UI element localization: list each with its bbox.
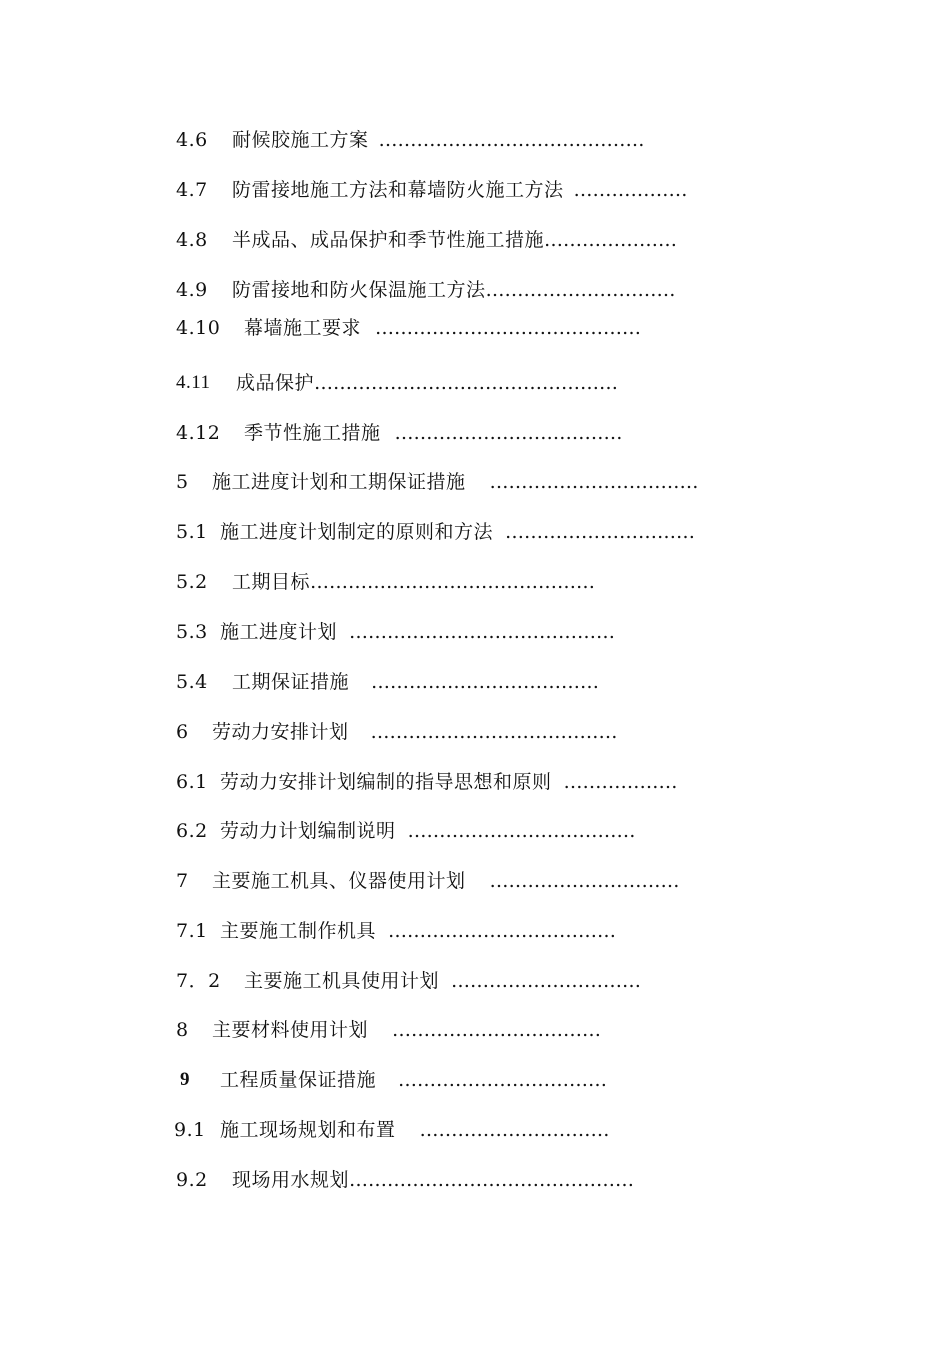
toc-entry-number: 7．2	[176, 970, 221, 992]
toc-entry-title: 工期保证措施	[232, 671, 350, 693]
toc-entry-number: 4.8	[176, 229, 208, 251]
toc-entry-title: 防雷接地和防火保温施工方法	[232, 279, 486, 301]
toc-entry-title: 幕墙施工要求	[244, 317, 362, 339]
toc-dot-leader: ……………………………………	[378, 129, 645, 151]
toc-entry-number: 8	[176, 1019, 189, 1041]
toc-entry-title: 半成品、成品保护和季节性施工措施	[232, 229, 545, 251]
toc-dot-leader: ………………………………	[388, 920, 617, 942]
toc-entry-8	[176, 1013, 724, 1047]
toc-dot-leader: ………………………………	[394, 422, 623, 444]
toc-dot-leader: …………………………	[485, 279, 676, 301]
toc-entry-number: 5	[176, 471, 189, 493]
toc-entry-title: 主要施工机具、仪器使用计划	[212, 870, 466, 892]
toc-entry-5	[176, 465, 710, 499]
toc-entry-number: 9.1	[174, 1119, 206, 1141]
toc-entry-number: 4.12	[176, 422, 221, 444]
toc-entry-number: 5.3	[176, 621, 208, 643]
toc-entry-title: 主要材料使用计划	[212, 1019, 369, 1041]
toc-entry-5-1	[176, 515, 703, 549]
toc-entry-title: 主要施工机具使用计划	[244, 970, 440, 992]
toc-entry-title: 耐候胶施工方案	[232, 129, 369, 151]
toc-entry-title: 成品保护	[236, 372, 315, 394]
toc-entry-title: 现场用水规划	[232, 1169, 350, 1191]
toc-dot-leader: …………………………………………	[314, 372, 619, 394]
toc-entry-title: 劳动力计划编制说明	[220, 820, 396, 842]
toc-entry-title: 季节性施工措施	[244, 422, 381, 444]
toc-entry-number: 5.2	[176, 571, 208, 593]
toc-entry-4-10	[176, 311, 727, 345]
toc-entry-number: 9.2	[176, 1169, 208, 1191]
toc-entry-number: 6.1	[176, 771, 208, 793]
toc-dot-leader: ……………………………	[398, 1069, 608, 1091]
toc-entry-number: 4.6	[176, 129, 208, 151]
toc-entry-7	[176, 864, 710, 898]
toc-entry-4-6	[176, 123, 751, 157]
toc-dot-leader: ………………………………………	[349, 1169, 635, 1191]
toc-entry-6-2	[176, 814, 720, 848]
toc-entry-number: 6.2	[176, 820, 208, 842]
toc-entry-number: 6	[176, 721, 189, 743]
toc-entry-number: 4.7	[176, 179, 208, 201]
toc-entry-title: 劳动力安排计划	[212, 721, 349, 743]
toc-entry-title: 工期目标	[232, 571, 311, 593]
toc-entry-title: 劳动力安排计划编制的指导思想和原则	[220, 771, 552, 793]
toc-dot-leader: …………………………	[419, 1119, 610, 1141]
toc-dot-leader: …………………………………	[370, 721, 618, 743]
toc-dot-leader: ……………………………………	[375, 317, 642, 339]
toc-entry-4-7	[176, 173, 710, 207]
toc-entry-9	[176, 1063, 732, 1097]
toc-entry-title: 施工进度计划和工期保证措施	[212, 471, 466, 493]
toc-entry-title: 工程质量保证措施	[220, 1069, 377, 1091]
toc-entry-4-8	[176, 223, 699, 257]
toc-entry-9-2	[176, 1163, 729, 1197]
toc-entry-9-1	[174, 1113, 732, 1147]
toc-dot-leader: ………………	[563, 771, 678, 793]
toc-entry-6	[176, 715, 727, 749]
toc-entry-title: 施工进度计划	[220, 621, 338, 643]
toc-entry-5-2	[176, 565, 730, 599]
toc-dot-leader: ………………	[573, 179, 688, 201]
toc-dot-leader: ………………………………	[407, 820, 636, 842]
toc-entry-7-2	[176, 964, 715, 998]
toc-entry-number: 7.1	[176, 920, 208, 942]
toc-entry-number: 5.4	[176, 671, 208, 693]
toc-dot-leader: …………………	[544, 229, 678, 251]
toc-entry-5-3	[176, 615, 725, 649]
toc-entry-4-9	[176, 273, 708, 307]
toc-dot-leader: …………………………	[505, 521, 696, 543]
toc-dot-leader: ……………………………	[489, 471, 699, 493]
toc-dot-leader: ………………………………	[371, 671, 600, 693]
toc-entry-number: 5.1	[176, 521, 208, 543]
toc-entry-5-4	[176, 665, 727, 699]
toc-entry-title: 施工进度计划制定的原则和方法	[220, 521, 494, 543]
toc-entry-title: 主要施工制作机具	[220, 920, 377, 942]
toc-entry-7-1	[176, 914, 720, 948]
toc-entry-number: 4.10	[176, 317, 221, 339]
toc-entry-6-1	[176, 765, 698, 799]
toc-entry-4-12	[176, 416, 727, 450]
toc-dot-leader: ……………………………	[392, 1019, 602, 1041]
toc-entry-number: 4.9	[176, 279, 208, 301]
toc-entry-4-11	[176, 366, 734, 400]
toc-entry-title: 防雷接地施工方法和幕墙防火施工方法	[232, 179, 564, 201]
toc-dot-leader: …………………………	[489, 870, 680, 892]
toc-dot-leader: ………………………………………	[310, 571, 596, 593]
toc-entry-title: 施工现场规划和布置	[220, 1119, 396, 1141]
toc-entry-number: 7	[176, 870, 189, 892]
toc-dot-leader: ……………………………………	[349, 621, 616, 643]
toc-dot-leader: …………………………	[451, 970, 642, 992]
toc-entry-number: 9	[180, 1069, 190, 1090]
toc-entry-number: 4.11	[176, 372, 211, 393]
